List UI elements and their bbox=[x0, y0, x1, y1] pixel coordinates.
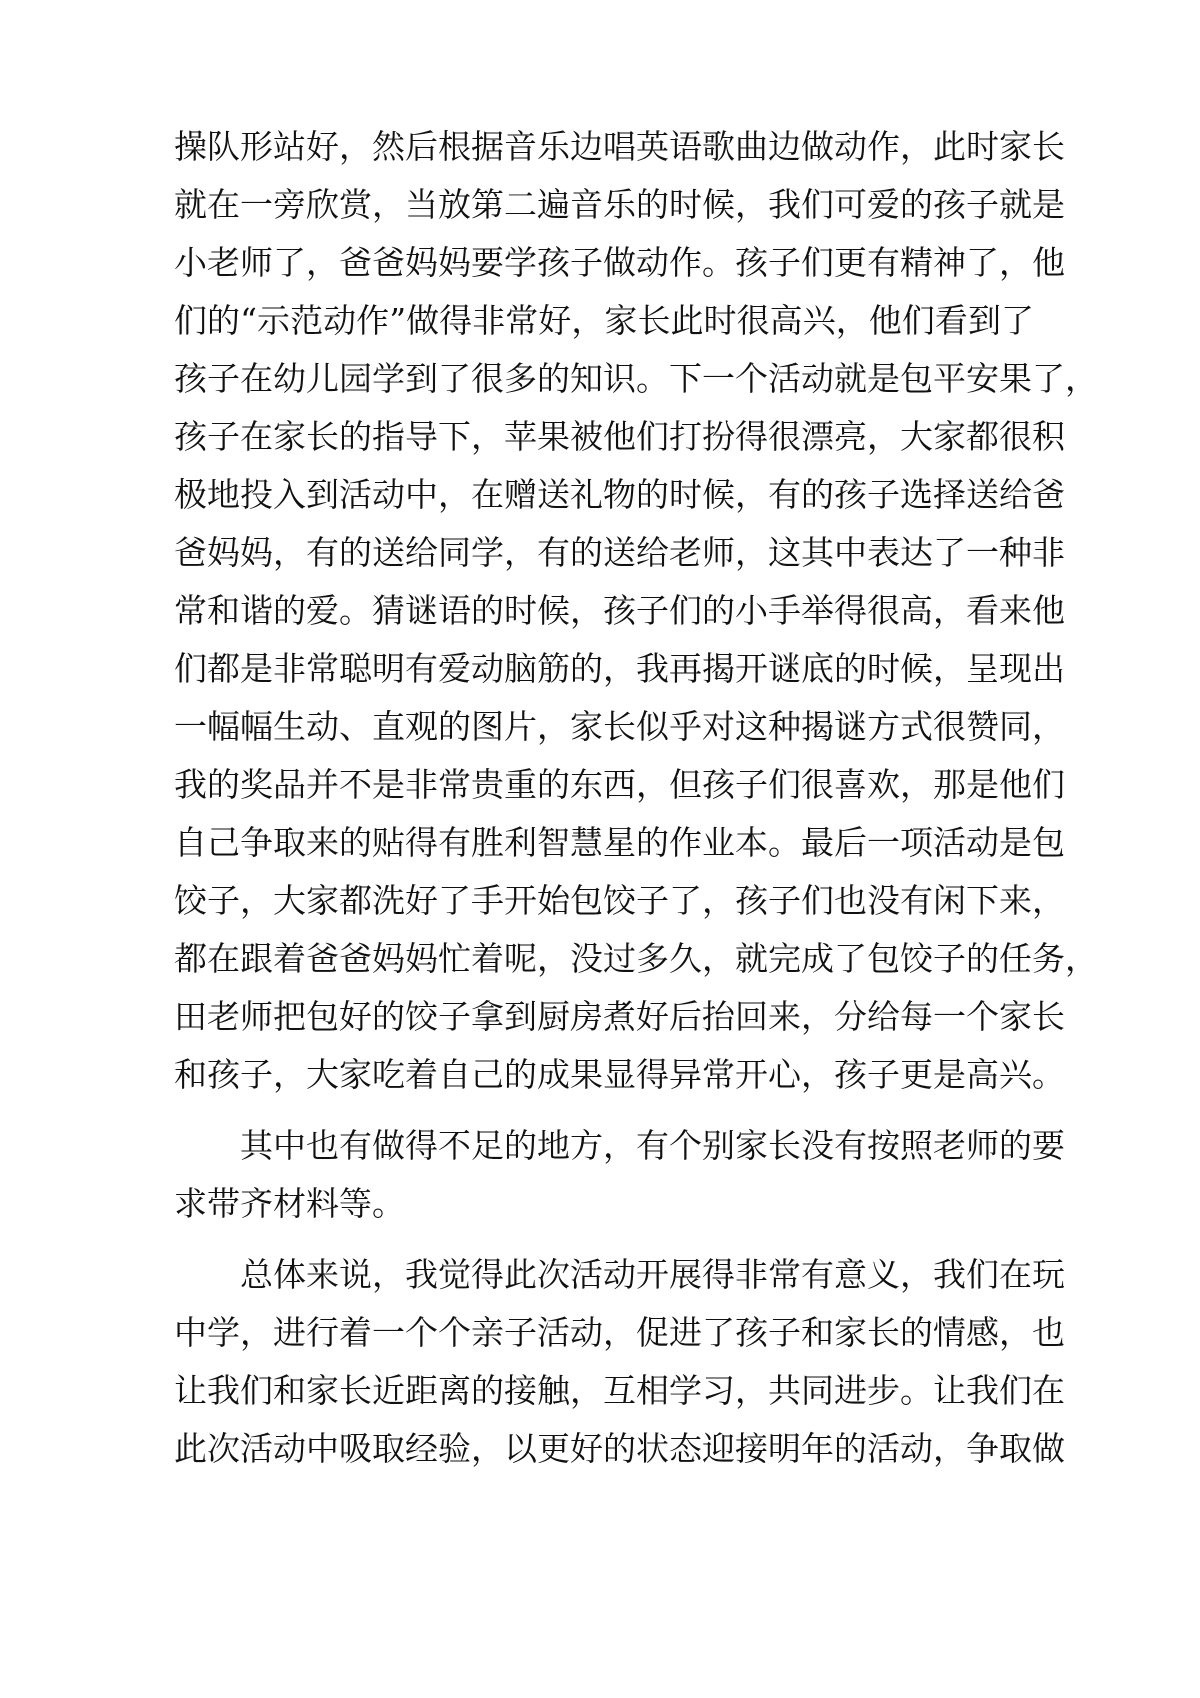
document-body bbox=[174, 118, 1098, 1478]
text-line: 此次活动中吸取经验，以更好的状态迎接明年的活动，争取做 bbox=[174, 1429, 1065, 1468]
text-line: 都在跟着爸爸妈妈忙着呢，没过多久，就完成了包饺子的任务， bbox=[174, 939, 1098, 978]
paragraph-spacer bbox=[174, 1104, 1034, 1117]
text-line: 孩子在幼儿园学到了很多的知识。下一个活动就是包平安果了， bbox=[174, 359, 1098, 398]
paragraph-shortcomings bbox=[174, 1117, 1065, 1233]
text-line: 总体来说，我觉得此次活动开展得非常有意义，我们在玩 bbox=[240, 1255, 1065, 1294]
text-line: 饺子，大家都洗好了手开始包饺子了，孩子们也没有闲下来， bbox=[174, 881, 1065, 920]
text-line: 自己争取来的贴得有胜利智慧星的作业本。最后一项活动是包 bbox=[174, 823, 1065, 862]
text-line: 我的奖品并不是非常贵重的东西，但孩子们很喜欢，那是他们 bbox=[174, 765, 1065, 804]
text-line: 极地投入到活动中，在赠送礼物的时候，有的孩子选择送给爸 bbox=[174, 475, 1065, 514]
paragraph-summary bbox=[174, 1246, 1065, 1478]
text-line: 小老师了，爸爸妈妈要学孩子做动作。孩子们更有精神了，他 bbox=[174, 243, 1065, 282]
text-line: 其中也有做得不足的地方，有个别家长没有按照老师的要 bbox=[240, 1126, 1065, 1165]
text-line: 孩子在家长的指导下，苹果被他们打扮得很漂亮，大家都很积 bbox=[174, 417, 1065, 456]
text-line: 田老师把包好的饺子拿到厨房煮好后抬回来，分给每一个家长 bbox=[174, 997, 1065, 1036]
text-line: 中学，进行着一个个亲子活动，促进了孩子和家长的情感，也 bbox=[174, 1313, 1065, 1352]
text-line: 们都是非常聪明有爱动脑筋的，我再揭开谜底的时候，呈现出 bbox=[174, 649, 1065, 688]
text-line: 就在一旁欣赏，当放第二遍音乐的时候，我们可爱的孩子就是 bbox=[174, 185, 1065, 224]
text-line: 一幅幅生动、直观的图片，家长似乎对这种揭谜方式很赞同， bbox=[174, 707, 1065, 746]
text-line: 求带齐材料等。 bbox=[174, 1184, 405, 1223]
text-line: 操队形站好，然后根据音乐边唱英语歌曲边做动作，此时家长 bbox=[174, 127, 1065, 166]
text-line: 让我们和家长近距离的接触，互相学习，共同进步。让我们在 bbox=[174, 1371, 1065, 1410]
text-line: 常和谐的爱。猜谜语的时候，孩子们的小手举得很高，看来他 bbox=[174, 591, 1065, 630]
text-line: 爸妈妈，有的送给同学，有的送给老师，这其中表达了一种非 bbox=[174, 533, 1065, 572]
text-line: 们的“示范动作”做得非常好，家长此时很高兴，他们看到了 bbox=[174, 301, 1034, 340]
paragraph-spacer bbox=[174, 1233, 1034, 1246]
paragraph-activity-description bbox=[174, 118, 1098, 1104]
text-line: 和孩子，大家吃着自己的成果显得异常开心，孩子更是高兴。 bbox=[174, 1055, 1065, 1094]
